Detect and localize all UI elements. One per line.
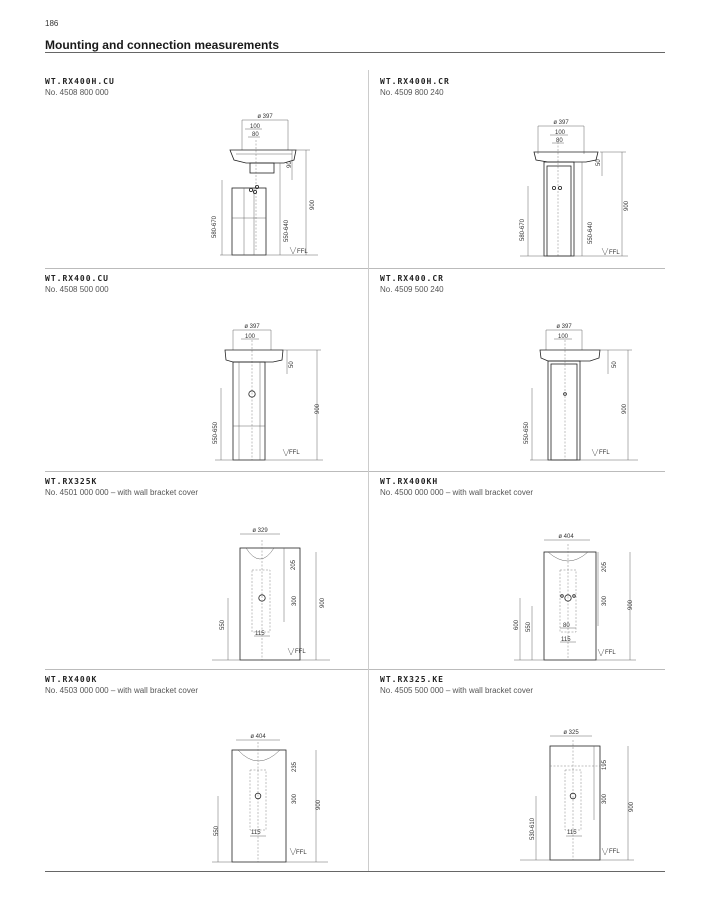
dim-height-range: 530-610 (530, 817, 536, 840)
product-number: No. 4509 800 240 (380, 88, 444, 97)
dim-width: 80 (563, 623, 570, 629)
column-divider (368, 70, 369, 268)
dim-height: 550 (214, 825, 220, 836)
dim-width: 100 (250, 124, 261, 130)
dim-depth: 235 (292, 761, 298, 772)
product-number: No. 4500 000 000 – with wall bracket cover (380, 488, 533, 497)
column-divider (368, 268, 369, 471)
dim-depth: 300 (292, 793, 298, 804)
product-code: WT.RX400KH (380, 477, 439, 486)
product-entry (380, 675, 690, 695)
product-code: WT.RX325.KE (380, 675, 444, 684)
dim-height: 550 (526, 621, 532, 632)
product-number: No. 4501 000 000 – with wall bracket cover (45, 488, 198, 497)
technical-drawing (520, 318, 670, 466)
dim-width: 100 (555, 130, 566, 136)
divider (45, 52, 665, 53)
dim-height: 550 (220, 619, 226, 630)
page-number: 186 (45, 19, 59, 28)
dim-height-range: 580-670 (212, 215, 218, 238)
dim-diameter: ø 397 (556, 324, 572, 330)
dim-height: 900 (316, 799, 322, 810)
dim-height: 900 (315, 403, 321, 414)
dim-height: 900 (310, 199, 316, 210)
dim-diameter: ø 397 (553, 120, 569, 126)
dim-width: 115 (251, 830, 261, 836)
product-number: No. 4509 500 240 (380, 285, 444, 294)
page-title: Mounting and connection measurements (45, 38, 280, 52)
dim-diameter: ø 397 (257, 114, 273, 120)
divider (45, 268, 665, 269)
product-entry (45, 477, 355, 497)
dim-width: 115 (255, 631, 265, 637)
dim-width: 80 (252, 132, 259, 138)
product-code: WT.RX400H.CR (380, 77, 450, 86)
dim-height: 900 (629, 801, 635, 812)
product-entry (380, 274, 690, 294)
product-code: WT.RX400.CU (45, 274, 109, 283)
column-divider (368, 669, 369, 871)
dim-height-range: 580-670 (520, 218, 526, 241)
product-code: WT.RX325K (45, 477, 98, 486)
dim-height: 600 (514, 619, 520, 630)
dim-height: 900 (622, 403, 628, 414)
dim-depth: 50 (612, 361, 618, 368)
floor-level-label: FFL (609, 250, 620, 256)
floor-level-label: FFL (599, 450, 610, 456)
product-entry (380, 477, 690, 497)
floor-level-label: FFL (295, 649, 306, 655)
product-code: WT.RX400.CR (380, 274, 444, 283)
dim-height: 900 (320, 597, 326, 608)
dim-width: 80 (556, 138, 563, 144)
product-code: WT.RX400H.CU (45, 77, 115, 86)
product-entry (45, 274, 355, 294)
dim-height-range: 550-650 (524, 421, 530, 444)
floor-level-label: FFL (609, 849, 620, 855)
dim-depth: 300 (292, 595, 298, 606)
dim-diameter: ø 404 (558, 534, 574, 540)
technical-drawing (210, 524, 360, 666)
technical-drawing (510, 116, 670, 266)
product-number: No. 4505 500 000 – with wall bracket cover (380, 686, 533, 695)
floor-level-label: FFL (297, 249, 308, 255)
dim-height-range: 550-650 (213, 421, 219, 444)
product-number: No. 4503 000 000 – with wall bracket cover (45, 686, 198, 695)
product-number: No. 4508 800 000 (45, 88, 109, 97)
dim-depth: 300 (602, 793, 608, 804)
product-code: WT.RX400K (45, 675, 98, 684)
dim-width: 115 (561, 637, 571, 643)
dim-depth: 195 (602, 759, 608, 770)
floor-level-label: FFL (289, 450, 300, 456)
floor-level-label: FFL (296, 850, 307, 856)
column-divider (368, 471, 369, 669)
product-number: No. 4508 500 000 (45, 285, 109, 294)
divider (45, 471, 665, 472)
technical-drawing (205, 318, 355, 466)
dim-depth: 205 (602, 561, 608, 572)
product-entry (380, 77, 690, 97)
divider (45, 669, 665, 670)
dim-depth: 50 (596, 159, 602, 166)
technical-drawing (510, 726, 660, 866)
dim-diameter: ø 397 (244, 324, 260, 330)
dim-depth: 50 (289, 361, 295, 368)
dim-width: 115 (567, 830, 577, 836)
dim-depth: 300 (602, 595, 608, 606)
technical-drawing (510, 530, 660, 666)
dim-depth: 205 (291, 559, 297, 570)
dim-width: 100 (558, 334, 569, 340)
technical-drawing (210, 730, 360, 866)
floor-level-label: FFL (605, 650, 616, 656)
dim-diameter: ø 329 (252, 528, 268, 534)
divider (45, 871, 665, 872)
dim-height: 900 (624, 200, 630, 211)
dim-height-range: 550-640 (284, 219, 290, 242)
dim-width: 100 (245, 334, 256, 340)
product-entry (45, 675, 355, 695)
dim-diameter: ø 404 (250, 734, 266, 740)
dim-height-range: 550-640 (588, 221, 594, 244)
product-entry (45, 77, 355, 97)
dim-diameter: ø 325 (563, 730, 579, 736)
dim-depth: 90 (287, 161, 293, 168)
dim-height: 900 (628, 599, 634, 610)
technical-drawing (200, 110, 360, 265)
